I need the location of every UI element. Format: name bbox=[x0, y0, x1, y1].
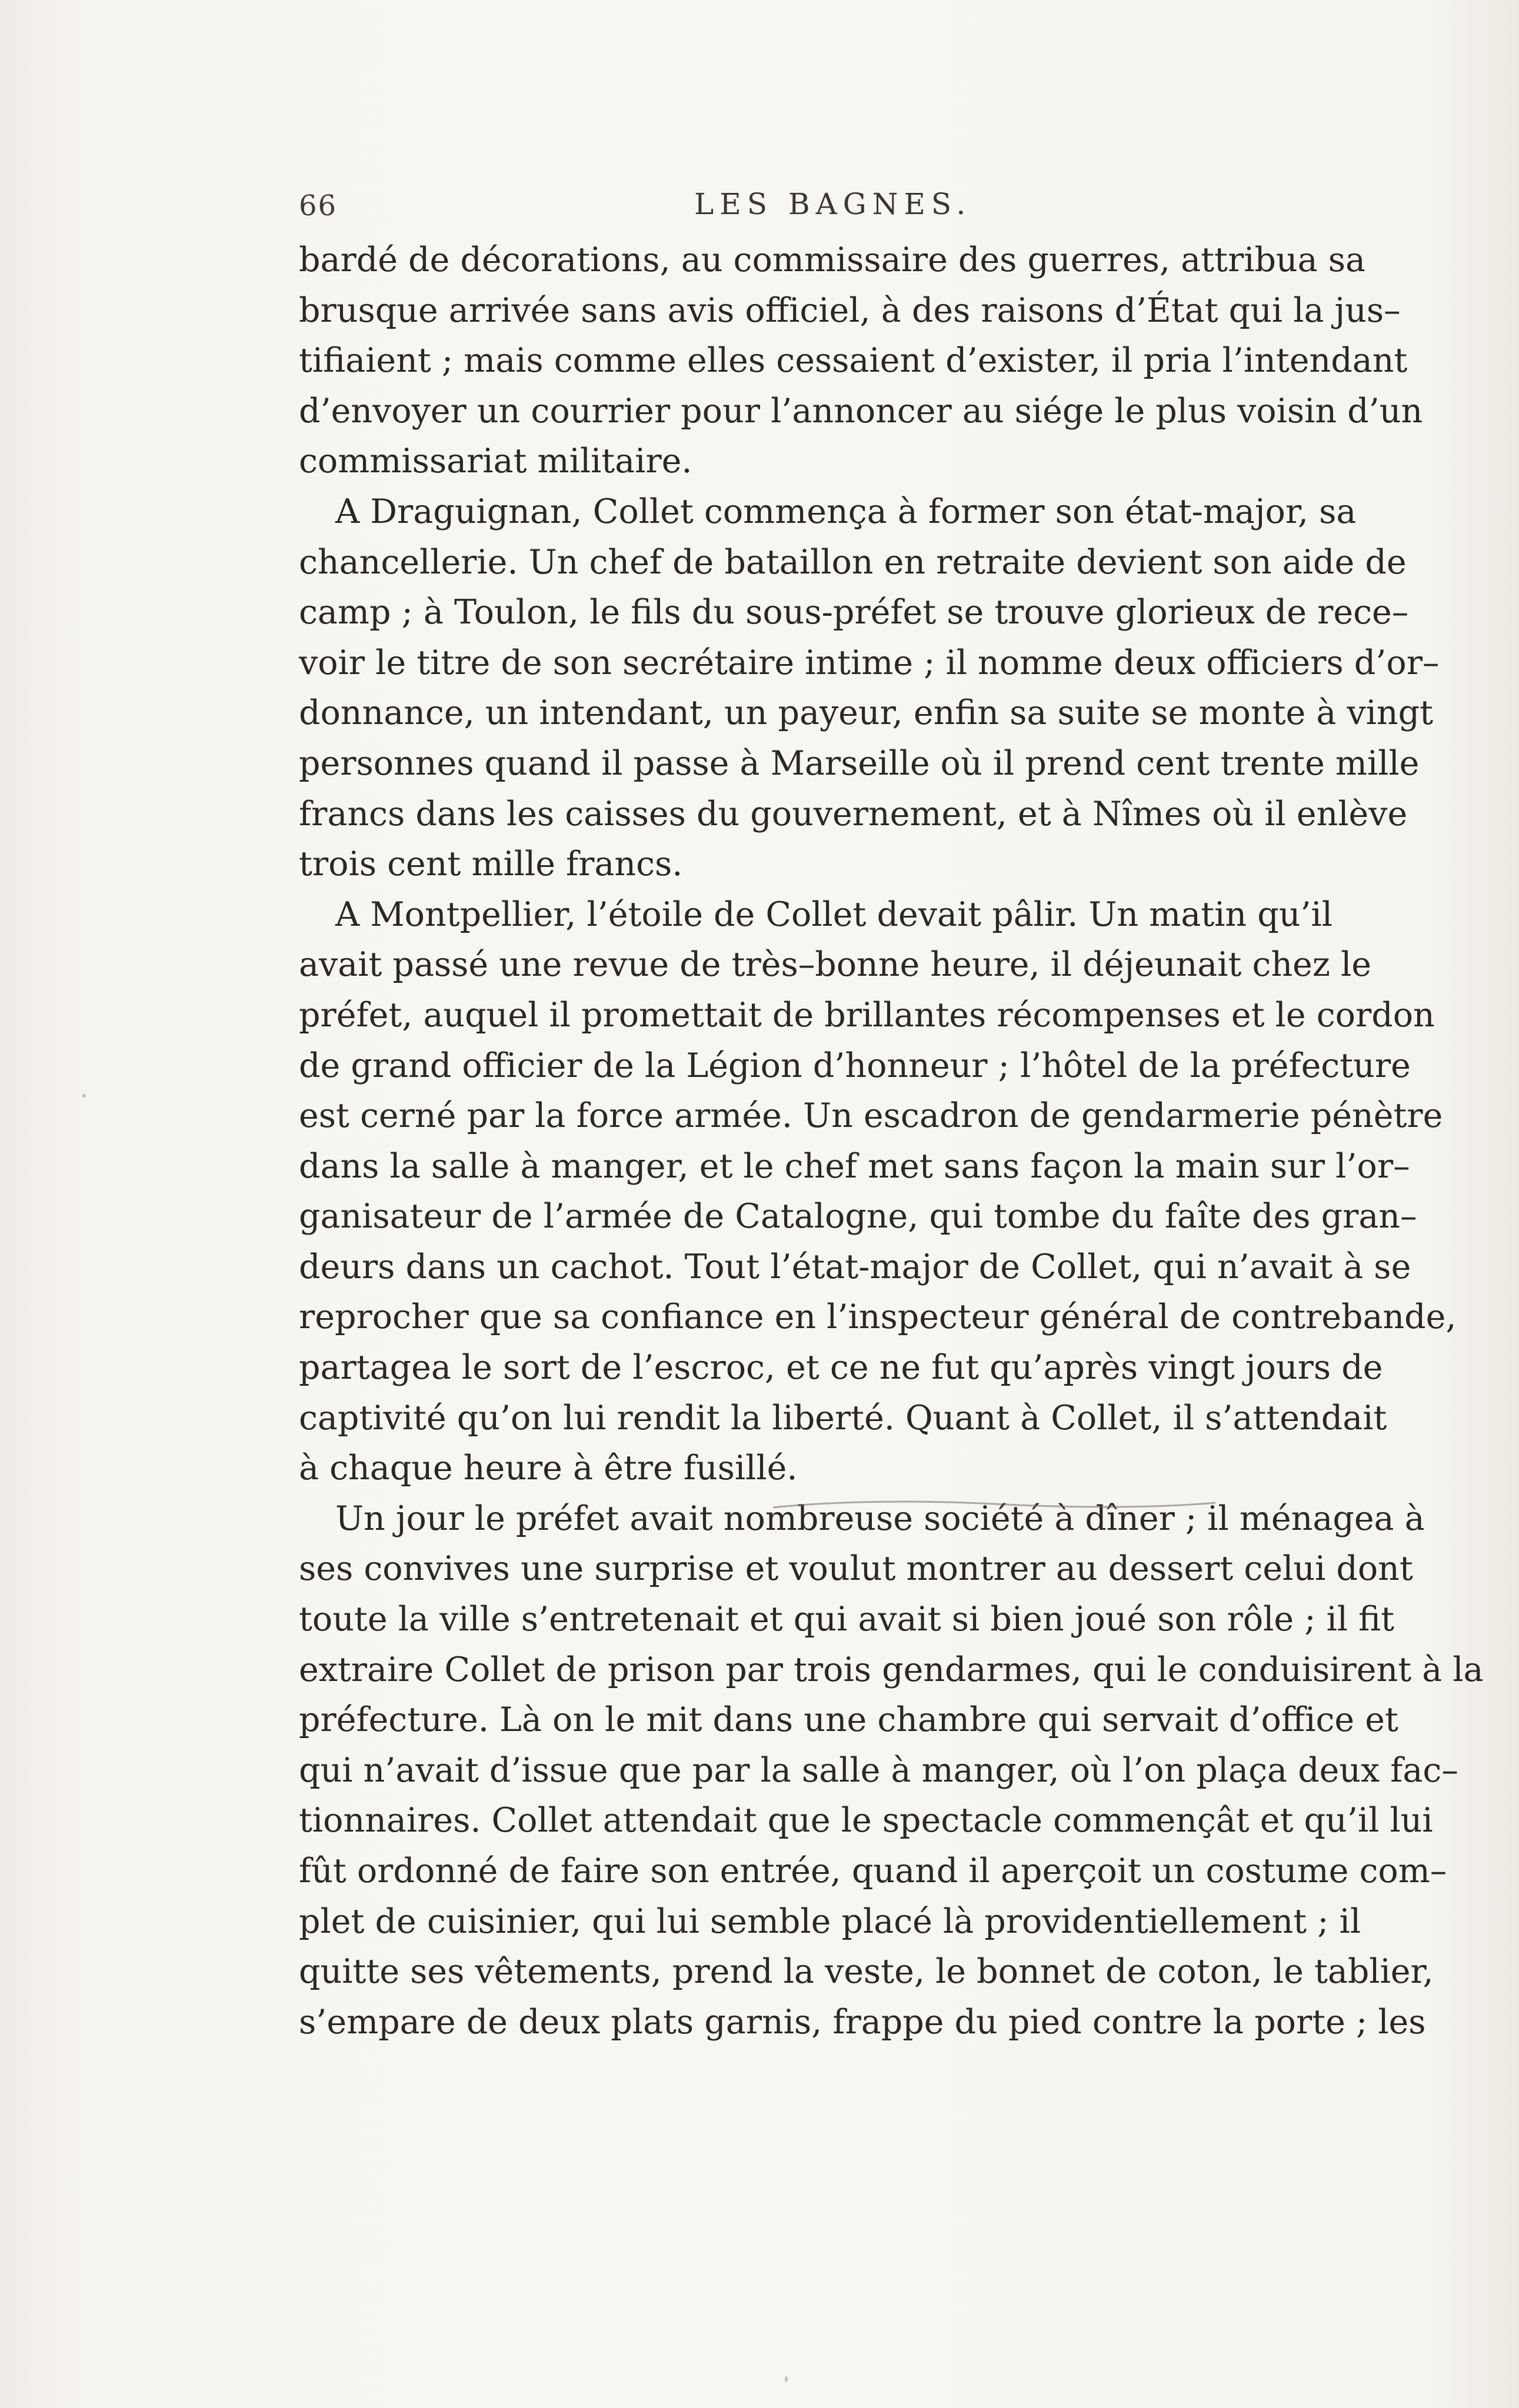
text-line: personnes quand il passe à Marseille où il prend cent trente mille bbox=[299, 743, 1420, 783]
text-line: toute la ville s’entretenait et qui avait si bien joué son rôle ; il fit bbox=[299, 1600, 1395, 1639]
text-line: fût ordonné de faire son entrée, quand il aperçoit un costume com– bbox=[299, 1852, 1447, 1890]
text-line: voir le titre de son secrétaire intime ; il nomme deux officiers d’or– bbox=[299, 643, 1440, 682]
text-line: plet de cuisinier, qui lui semble placé là providentiellement ; il bbox=[299, 1902, 1361, 1941]
text-line: d’envoyer un courrier pour l’annoncer au siége le plus voisin d’un bbox=[299, 391, 1423, 431]
text-line: tifiaient ; mais comme elles cessaient d’exister, il pria l’intendant bbox=[299, 341, 1408, 381]
text-line: préfecture. Là on le mit dans une chambre qui servait d’office et bbox=[299, 1700, 1398, 1740]
paragraph-start-line: A Montpellier, l’étoile de Collet devait pâlir. Un matin qu’il bbox=[335, 895, 1333, 934]
text-line: captivité qu’on lui rendit la liberté. Quant à Collet, il s’attendait bbox=[299, 1398, 1387, 1438]
text-line: préfet, auquel il promettait de brillantes récompenses et le cordon bbox=[299, 995, 1435, 1035]
text-line: ses convives une surprise et voulut montrer au dessert celui dont bbox=[299, 1549, 1413, 1589]
text-line: s’empare de deux plats garnis, frappe du pied contre la porte ; les bbox=[299, 2002, 1426, 2042]
text-line: francs dans les caisses du gouvernement, et à Nîmes où il enlève bbox=[299, 794, 1408, 833]
text-line: de grand officier de la Légion d’honneur ; l’hôtel de la préfecture bbox=[299, 1046, 1411, 1085]
running-head bbox=[0, 187, 1519, 234]
text-line: partagea le sort de l’escroc, et ce ne fut qu’après vingt jours de bbox=[299, 1348, 1383, 1388]
body-text bbox=[299, 235, 1484, 2047]
text-line: est cerné par la force armée. Un escadron de gendarmerie pénètre bbox=[299, 1096, 1443, 1136]
paragraph-start-line: Un jour le préfet avait nombreuse société à dîner ; il ménagea à bbox=[335, 1499, 1425, 1538]
text-line: quitte ses vêtements, prend la veste, le bonnet de coton, le tablier, bbox=[299, 1952, 1434, 1992]
text-line: reprocher que sa confiance en l’inspecteur général de contrebande, bbox=[299, 1298, 1457, 1337]
paragraph-start-line: A Draguignan, Collet commença à former son état-major, sa bbox=[335, 492, 1357, 531]
text-line: dans la salle à manger, et le chef met sans façon la main sur l’or– bbox=[299, 1146, 1410, 1186]
text-line: bardé de décorations, au commissaire des guerres, attribua sa bbox=[299, 241, 1365, 279]
text-line: tionnaires. Collet attendait que le spectacle commençât et qu’il lui bbox=[299, 1801, 1433, 1840]
text-line: donnance, un intendant, un payeur, enfin sa suite se monte à vingt bbox=[299, 693, 1434, 733]
paper-speck bbox=[82, 1094, 86, 1098]
text-line: avait passé une revue de très–bonne heure, il déjeunait chez le bbox=[299, 945, 1372, 985]
pencil-underline-mark bbox=[771, 1498, 1218, 1511]
text-line: deurs dans un cachot. Tout l’état-major de Collet, qui n’avait à se bbox=[299, 1247, 1411, 1286]
book-title: LES BAGNES. bbox=[694, 187, 972, 221]
text-line: à chaque heure à être fusillé. bbox=[299, 1449, 798, 1488]
paper-speck bbox=[785, 2376, 788, 2382]
text-line: commissariat militaire. bbox=[299, 442, 692, 481]
text-line: ganisateur de l’armée de Catalogne, qui tombe du faîte des gran– bbox=[299, 1197, 1417, 1236]
text-line: extraire Collet de prison par trois gendarmes, qui le conduisirent à la bbox=[299, 1650, 1484, 1689]
page-number: 66 bbox=[299, 189, 338, 222]
text-line: brusque arrivée sans avis officiel, à des raisons d’État qui la jus– bbox=[299, 291, 1401, 330]
text-line: trois cent mille francs. bbox=[299, 845, 683, 884]
text-line: qui n’avait d’issue que par la salle à manger, où l’on plaça deux fac– bbox=[299, 1750, 1458, 1790]
text-line: camp ; à Toulon, le fils du sous-préfet se trouve glorieux de rece– bbox=[299, 593, 1409, 632]
text-line: chancellerie. Un chef de bataillon en retraite devient son aide de bbox=[299, 542, 1407, 582]
